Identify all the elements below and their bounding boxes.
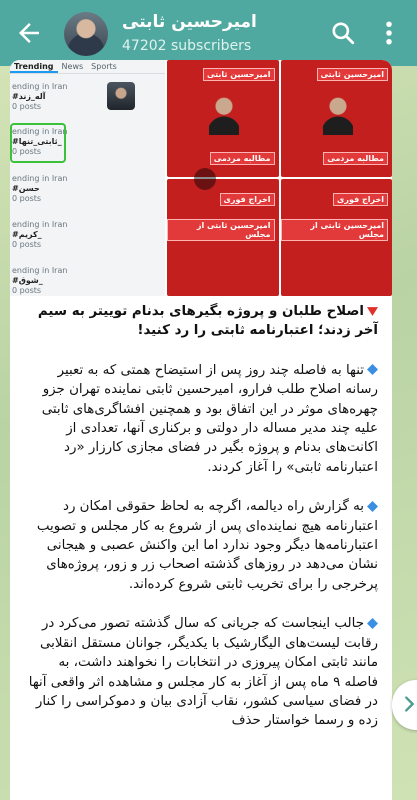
trend-item: ending in Iran #حسن 0 posts	[12, 174, 68, 203]
tab-trending: Trending	[10, 60, 58, 73]
subscriber-count: 47202 subscribers	[122, 38, 252, 54]
media-image[interactable]: اخراج فوری امیرحسین ثابتی از مجلس	[167, 179, 279, 296]
blue-diamond-icon	[367, 618, 378, 629]
media-image[interactable]: امیرحسین ثابتی مطالبه مردمی	[281, 60, 393, 177]
media-image[interactable]: امیرحسین ثابتی مطالبه مردمی	[167, 60, 279, 177]
channel-title[interactable]: امیرحسین ثابتی	[122, 12, 257, 32]
trend-thumbnail	[107, 82, 135, 110]
message-bubble	[10, 60, 392, 800]
tab-sports: Sports	[91, 62, 117, 71]
search-icon[interactable]	[330, 20, 356, 46]
trend-item-highlighted: ending in Iran #ثابتی_تنها_ 0 posts	[12, 127, 68, 156]
highlight-box	[10, 123, 66, 163]
avatar-overlay-icon	[194, 168, 216, 190]
message-headline: اصلاح طلبان و پروژه بگیرهای بدنام توییتر به سیم آخر زدند؛ اعتبارنامه ثابتی را رد کنید!	[37, 304, 378, 339]
media-album[interactable]	[10, 60, 392, 296]
chat-header	[0, 0, 417, 66]
trends-tabs	[10, 60, 165, 74]
tab-news: News	[61, 62, 84, 71]
trends-screenshot[interactable]	[10, 60, 165, 296]
channel-avatar[interactable]	[64, 12, 108, 56]
chevron-right-icon	[398, 693, 417, 715]
trend-item: ending in Iran #شوق_ 0 posts	[12, 266, 68, 295]
more-vertical-icon[interactable]	[382, 18, 396, 48]
trend-item: ending in Iran #کریم_ 0 posts	[12, 220, 68, 249]
back-arrow-icon[interactable]	[14, 18, 44, 48]
blue-diamond-icon	[367, 364, 378, 375]
message-text	[10, 296, 392, 731]
trend-item: ending in Iran #آله_زند 0 posts	[12, 82, 68, 111]
blue-diamond-icon	[367, 501, 378, 512]
message-paragraph: به گزارش راه دیالمه، اگرچه به لحاظ حقوقی امکان رد اعتبارنامه هیچ نماینده‌ای پس از شروع به کار مجلس و تصویب اعتبارنامه‌ها دیگر وجود ندارد اما این واکنش عصبی و هیجانی نشان می‌دهد در روزهای گذشته اصحاب زر و زور، پروژه‌های پرخرجی را برای تخریب ثابتی شروع کرده‌اند.	[36, 499, 378, 592]
red-triangle-icon	[367, 306, 378, 317]
message-paragraph: تنها به فاصله چند روز پس از استیضاح همتی که به تعبیر رسانه اصلاح طلب فرارو، امیرحسین ثابتی نماینده تهران جزو چهره‌های موثر در این اتفاق بود و همچنین افشاگری‌های ثابتی علیه چند مدیر مساله دار دولتی و برکناری آنها، تعدادی از اکانت‌های بدنام و پروژه بگیر در فضای مجازی کارزار «رد اعتبارنامه ثابتی» را آغاز کردند.	[41, 362, 378, 475]
message-paragraph: جالب اینجاست که جریانی که سال گذشته تصور می‌کرد در رقابت لیست‌های الیگارشیک با یکدیگر، جوانان مستقل انقلابی مانند ثابتی امکان پیروزی در انتخابات را نخواهند داشت، به فاصله ۹ ماه پس از آغاز به کار مجلس و مشاهده اثر واقعی آنها در فضای سیاسی کشور، نقاب آزادی بیان و دموکراسی را کنار زده و رسما خواستار حذف	[28, 616, 378, 729]
scroll-side-button[interactable]	[392, 680, 417, 730]
media-image[interactable]: اخراج فوری امیرحسین ثابتی از مجلس	[281, 179, 393, 296]
